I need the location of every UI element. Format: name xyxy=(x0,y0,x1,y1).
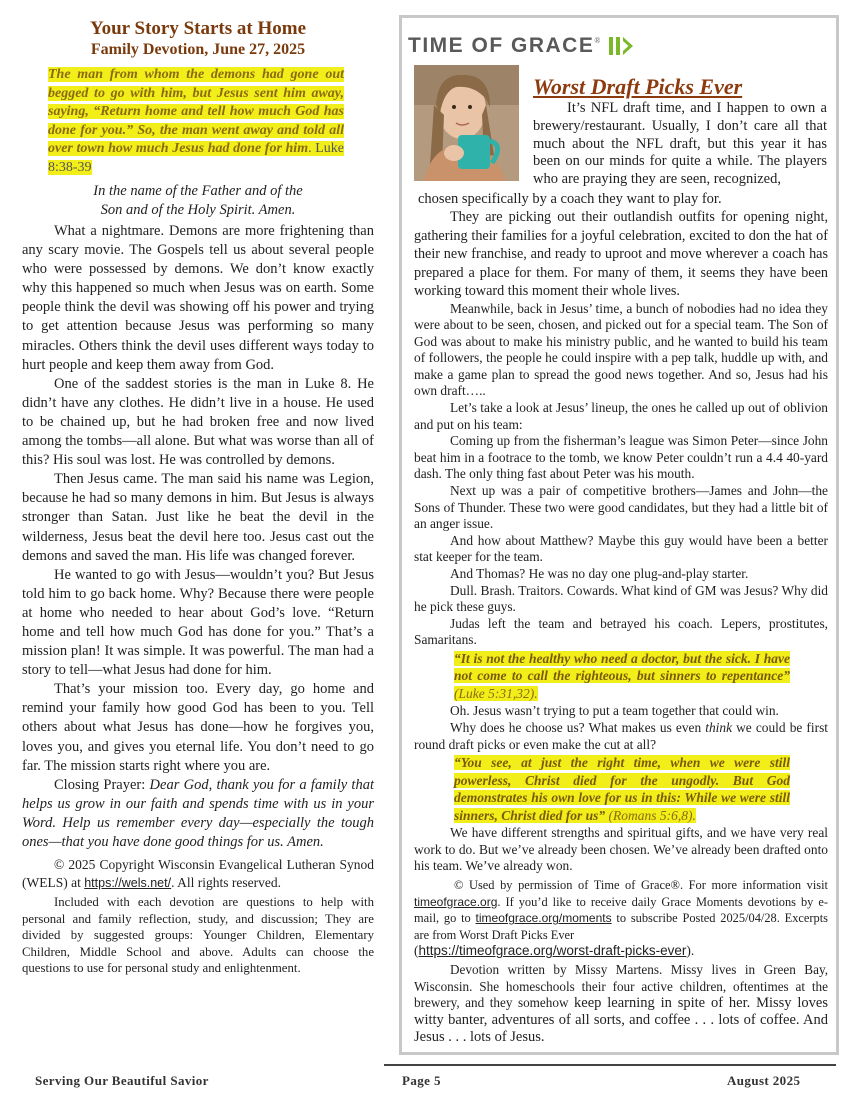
emphasis-think: think xyxy=(705,720,733,736)
page-number: Page 5 xyxy=(402,1073,441,1088)
text-part: Why does he choose us? What makes us even xyxy=(450,720,706,736)
moments-link[interactable]: timeofgrace.org/moments xyxy=(475,911,612,926)
article-paragraph: Meanwhile, back in Jesus’ time, a bunch of nobodies had no idea they were about to be seen, chosen, and picked out for a special team. The Son of God was about to make his ministry public, and he wanted to build his team of followers, the people he could inspire with a pep talk, huddle up with, and make a game plan to spread the good news together. And so, Jesus had his own draft….. xyxy=(414,300,828,399)
article-intro-continued: chosen specifically by a coach they want to play for. xyxy=(418,191,722,207)
quote-reference: (Luke 5:31,32). xyxy=(454,685,538,701)
devotion-paragraph: One of the saddest stories is the man in Luke 8. He didn’t have any clothes. He didn’t live in a house. He used to be chained up, but he had broken free and now lived among the tombs—all alone. But what was worse than all of this? His soul was lost. He was controlled by demons. xyxy=(22,375,374,469)
article-paragraph: Next up was a pair of competitive brothers—James and John—the Sons of Thunder. These two were good candidates, but they had a little bit of an anger issue. xyxy=(414,483,828,532)
footer-date: August 2025 xyxy=(727,1073,801,1088)
wels-link[interactable]: https://wels.net/ xyxy=(84,876,172,891)
invocation xyxy=(22,182,374,220)
article-paragraph xyxy=(414,720,828,753)
invocation-line-2: Son and of the Holy Spirit. Amen. xyxy=(100,202,296,218)
devotion-title: Your Story Starts at Home xyxy=(89,18,306,39)
devotion-paragraph: What a nightmare. Demons are more frightening than any scary movie. The Gospels tell us about several people who were possessed by demons. We don’t know exactly why this happened so much when Jesus was on earth. Some people think the devil was showing off his power and trying to get attention because Jesus was performing so many miracles. Others think the devil uses different ways today to hurt people and keep them away from God. xyxy=(22,223,374,373)
brand-logo xyxy=(408,34,634,58)
quote-reference: (Romans 5:6,8). xyxy=(605,807,696,823)
article-intro: It’s NFL draft time, and I happen to own a brewery/restaurant. Usually, I don’t care all that much about the NFL draft, but this year it has been on our minds for quite a while. The players who are praying they are seen, recognized, xyxy=(533,100,827,188)
copyright-text: © 2025 Copyright Wisconsin Evangelical Lutheran Synod (WELS) at xyxy=(22,857,374,891)
perm-text: © Used by permission of Time of Grace®. For more information visit xyxy=(454,878,828,893)
brand-name: TIME OF GRACE xyxy=(408,34,595,57)
copyright-notice xyxy=(22,856,374,892)
article-link[interactable]: https://timeofgrace.org/worst-draft-picks-ever xyxy=(418,943,687,959)
devotion-date: Family Devotion, June 27, 2025 xyxy=(90,41,306,58)
bio-text: keep learning in spite of her. Missy loves witty banter, adventures of all sorts, and coffee . . . lots of coffee. And Jesus . . . lots of Jesus. xyxy=(414,995,829,1046)
article-paragraph: They are picking out their outlandish outfits for opening night, gathering their families for a joyful celebration, excited to don the hat of their new franchise, and ready to uproot and move wherever a coach has prepared a place for them. For many of them, it seems they have been working toward this moment their whole lives. xyxy=(414,209,828,299)
brand-registered: ® xyxy=(594,36,601,45)
closing-prayer xyxy=(22,776,374,852)
play-mark-icon xyxy=(608,35,634,57)
article-paragraph: Let’s take a look at Jesus’ lineup, the ones he called up out of oblivion and put on his team: xyxy=(414,400,828,432)
article-paragraph: Oh. Jesus wasn’t trying to put a team together that could win. xyxy=(450,703,779,719)
verse-text: The man from whom the demons had gone out begged to go with him, but Jesus sent him away, saying, “Return home and tell how much God has done for you.” So, the man went away and told all over town how much Jesus had done for him xyxy=(48,67,344,156)
prayer-label: Closing Prayer: xyxy=(54,776,150,793)
quote-text: “It is not the healthy who need a doctor, but the sick. I have not come to call the righteous, but sinners to repentance” xyxy=(454,650,790,684)
family-devotion-column xyxy=(22,18,374,977)
included-questions-note: Included with each devotion are questions to help with personal and family reflection, study, and discussion; They are divided by suggested groups: Younger Children, Elementary Children, Middle School and above. Adults can choose the questions to use for personal study and enlightenment. xyxy=(22,895,374,976)
footer-tagline: Serving Our Beautiful Savior xyxy=(35,1073,209,1088)
scripture-quote-luke xyxy=(454,650,790,703)
permission-notice: © Used by permission of Time of Grace®. For more information visit timeofgrace.org. If you’d like to receive daily Grace Moments devotions by e-mail, go to timeofgrace.org/moments to subscribe Posted 2025/04/28. Excerpts are from Worst Draft Picks Ever (https://timeofgrace.org/worst-draft-picks-ever). xyxy=(414,878,828,959)
invocation-line-1: In the name of the Father and of the xyxy=(93,183,303,199)
article-body xyxy=(414,208,828,1046)
time-of-grace-box xyxy=(399,15,839,1055)
article-paragraph: And Thomas? He was no day one plug-and-play starter. xyxy=(450,566,749,581)
article-paragraph: We have different strengths and spiritual gifts, and we have very real work to do. But we’ve already been chosen. We’ve already been drafted onto his team. We’ve already won. xyxy=(414,825,828,874)
article-paragraph: Coming up from the fisherman’s league was Simon Peter—since John beat him in a footrace to the tomb, we know Peter couldn’t run a 4.4 40-yard dash. The only thing fast about Peter was his mouth. xyxy=(414,433,828,482)
text-part: we could be first round draft picks or even make the cut at all? xyxy=(414,720,829,752)
devotion-paragraph: Then Jesus came. The man said his name was Legion, because he had so many demons in him. But Jesus is always stronger than Satan. Just like he beat the devil in the wilderness, Jesus beat the devil here too. Jesus cast out the demons and saved the man. His life was changed forever. xyxy=(22,471,374,564)
prayer-text: Dear God, thank you for a family that helps us grow in our faith and spends time with us in your Word. Help us remember every day—especially the tough ones—that you have done good things for us. Amen. xyxy=(22,776,374,850)
devotion-paragraph: He wanted to go with Jesus—wouldn’t you? But Jesus told him to go back home. Why? Because there were people at home who needed to hear about God’s love. “Return home and tell how much God has done for you.” That’s a mission plan! It was simple. It was powerful. The man had a story to tell—what Jesus had done for him. xyxy=(22,566,374,679)
bible-verse xyxy=(48,66,344,177)
devotion-paragraph: That’s your mission too. Every day, go home and remind your family how good God has been to you. Tell others about what Jesus has done—how he forgives you, loves you, and gives you eternal life. You don’t need to go far. The mission starts right where you are. xyxy=(22,681,374,774)
verse-reference: . Luke 8:38-39 xyxy=(48,141,344,175)
article-paragraph: And how about Matthew? Maybe this guy would have been a better stat keeper for the team. xyxy=(414,532,828,565)
copyright-end: . All rights reserved. xyxy=(171,875,281,891)
bio-text: Devotion written by Missy Martens. Missy lives in Green Bay, Wisconsin. She homeschools their four active children, oftentimes at the brewery, and they somehow xyxy=(414,962,828,1011)
article-paragraph: Dull. Brash. Traitors. Cowards. What kind of GM was Jesus? Why did he pick these guys. xyxy=(414,582,828,615)
author-bio xyxy=(414,962,828,1046)
scripture-quote-romans xyxy=(454,754,790,824)
quote-text: “You see, at just the right time, when we were still powerless, Christ died for the ungodly. But God demonstrates his own love for us in this: While we were still sinners, Christ died for us” xyxy=(454,755,790,823)
article-paragraph: Judas left the team and betrayed his coach. Lepers, prostitutes, Samaritans. xyxy=(414,615,828,648)
perm-text: to subscribe Posted 2025/04/28. Excerpts are from Worst Draft Picks Ever xyxy=(414,911,828,942)
timeofgrace-link[interactable]: timeofgrace.org xyxy=(414,894,498,909)
perm-text: . If you’d like to receive daily Grace Moments devotions by e-mail, go to xyxy=(414,894,828,926)
footer-divider xyxy=(384,1064,836,1066)
article-title: Worst Draft Picks Ever xyxy=(533,74,743,99)
author-photo xyxy=(414,65,519,181)
